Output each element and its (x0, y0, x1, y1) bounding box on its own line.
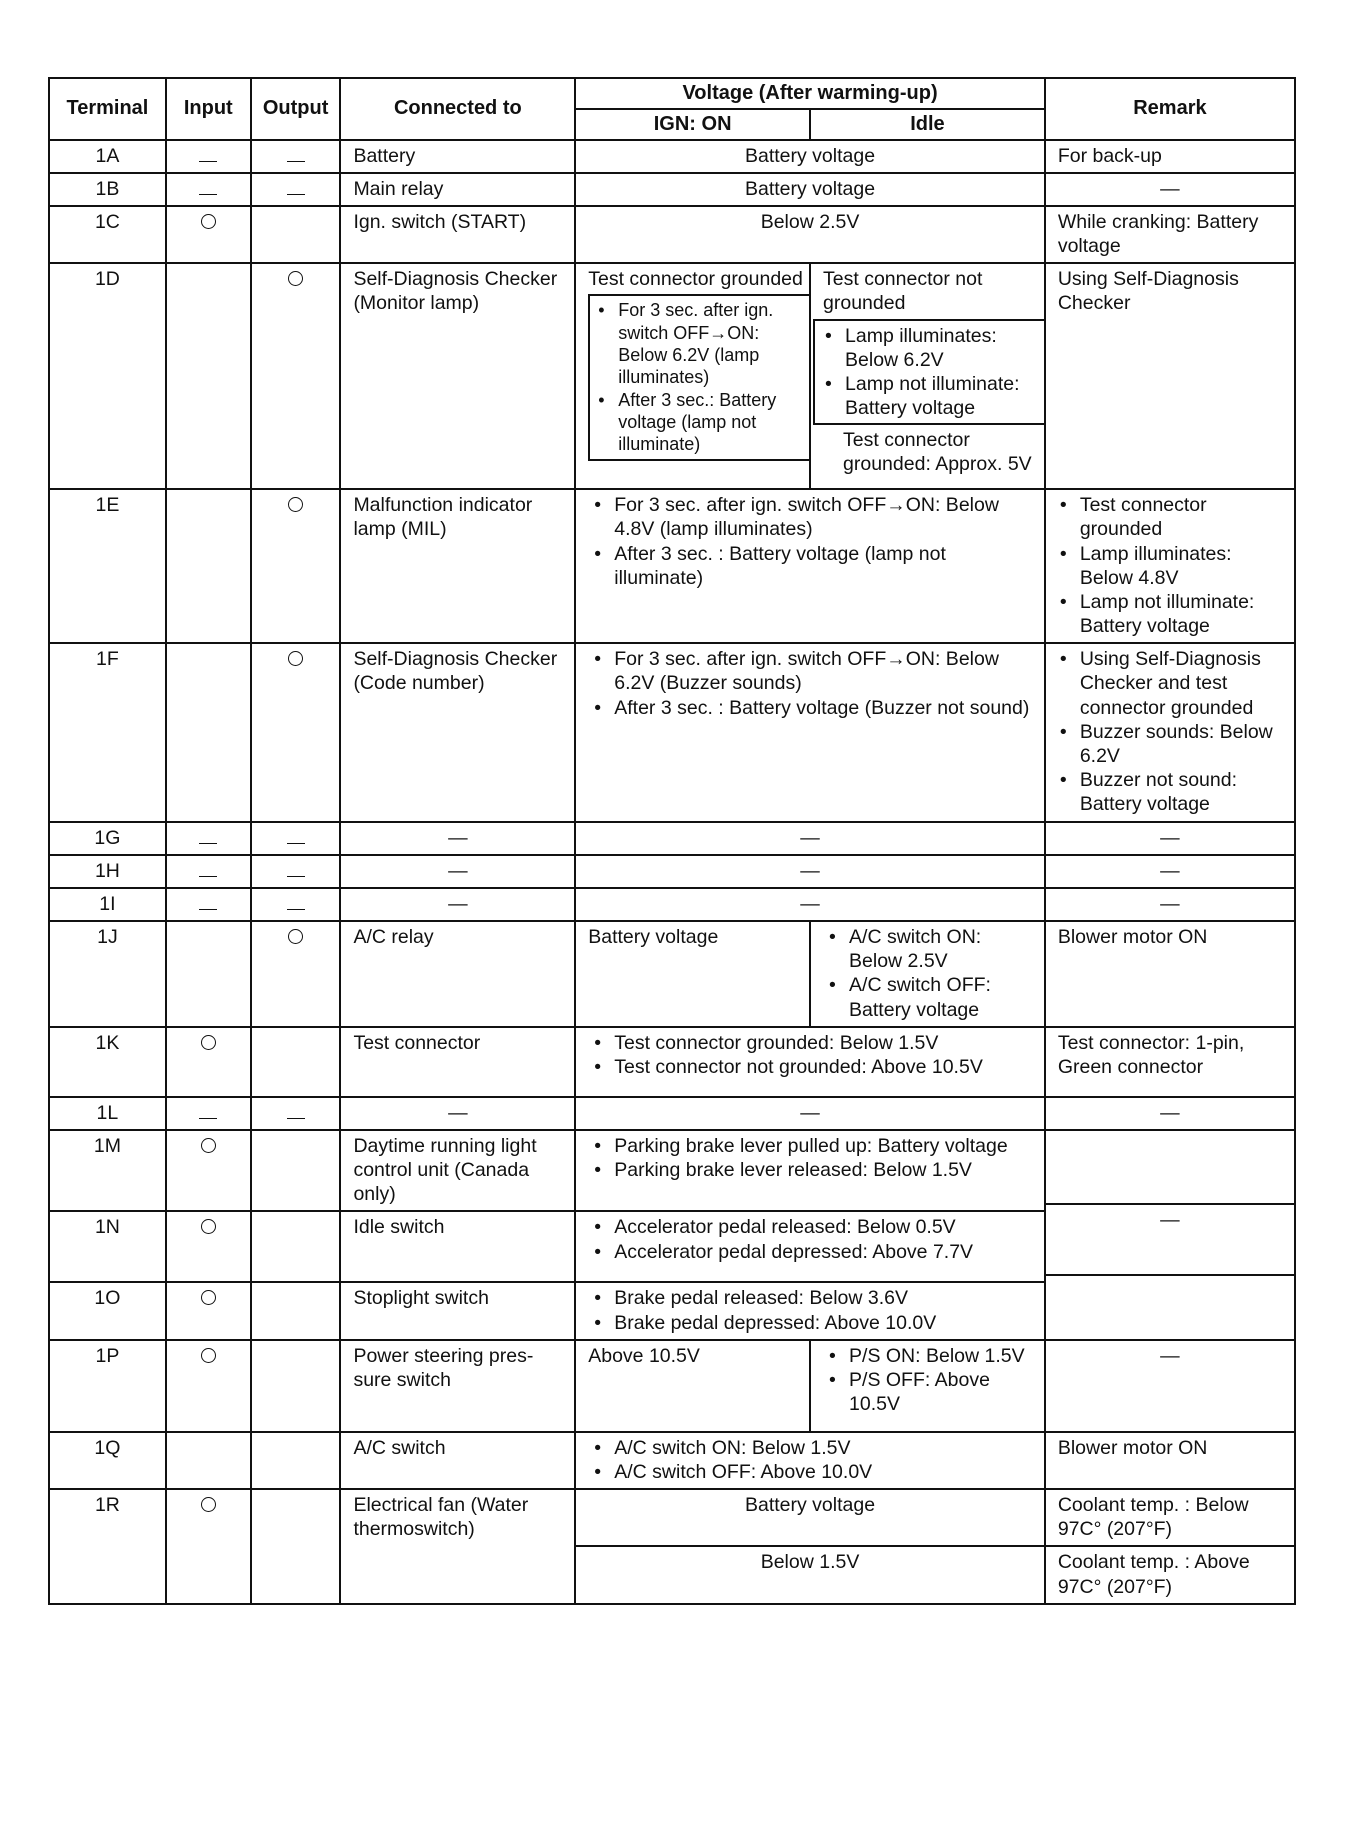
terminal-cell: 1D (49, 263, 166, 489)
input-cell (166, 1097, 251, 1130)
dash-mark (287, 843, 305, 844)
input-cell (166, 1432, 251, 1489)
remark-cell: — (1045, 855, 1295, 888)
table-row (49, 855, 1295, 888)
list-item: • A/C switch OFF: Battery voltage (849, 973, 1038, 1021)
voltage-cell: — (575, 822, 1045, 855)
table-row (49, 1130, 1295, 1212)
list-item: • Using Self-Diagnosis Checker and test connector grounded (1080, 647, 1288, 720)
input-cell (166, 888, 251, 921)
connected-cell: Electrical fan (Water thermoswitch) (340, 1489, 575, 1604)
output-cell (251, 822, 341, 855)
remark-cell (1045, 489, 1295, 643)
input-cell (166, 822, 251, 855)
terminal-cell: 1O (49, 1282, 166, 1339)
list-item: • Lamp not illuminate: Battery voltage (1080, 590, 1288, 638)
header-terminal: Terminal (49, 78, 166, 140)
input-cell (166, 1282, 251, 1339)
remark-cell: Blower motor ON (1045, 1432, 1295, 1489)
ign-bullet-list (596, 299, 803, 455)
list-item: • Parking brake lever released: Below 1.5V (614, 1158, 1038, 1182)
idle-cell (810, 1340, 1045, 1432)
table-row (49, 1489, 1295, 1546)
voltage-cell (575, 1432, 1045, 1489)
idle-bullet-list (823, 925, 1038, 1022)
remark-bullet-list (1058, 493, 1288, 638)
circle-mark (201, 1290, 216, 1305)
list-item: • P/S OFF: Above 10.5V (849, 1368, 1038, 1416)
output-cell (251, 888, 341, 921)
input-cell (166, 855, 251, 888)
output-cell (251, 1097, 341, 1130)
table-row (49, 1027, 1295, 1097)
circle-mark (201, 214, 216, 229)
idle-cell (810, 921, 1045, 1027)
idle-foot: Test connector grounded: Approx. 5V (843, 429, 1032, 476)
connected-cell: Ign. switch (START) (340, 206, 575, 263)
circle-mark (201, 1348, 216, 1363)
table-row (49, 921, 1295, 1027)
output-cell (251, 1211, 341, 1282)
circle-mark (201, 1497, 216, 1512)
table-row (49, 1097, 1295, 1130)
input-cell (166, 263, 251, 489)
list-item: • Parking brake lever pulled up: Battery voltage (614, 1134, 1038, 1158)
terminal-cell: 1P (49, 1340, 166, 1432)
connected-cell: Self-Diagnosis Checker (Monitor lamp) (340, 263, 575, 489)
input-cell (166, 643, 251, 821)
table-row (49, 1432, 1295, 1489)
ign-on-cell (575, 263, 810, 489)
output-cell (251, 1340, 341, 1432)
remark-cell: For back-up (1045, 140, 1295, 173)
input-cell (166, 206, 251, 263)
output-cell (251, 206, 341, 263)
input-cell (166, 173, 251, 206)
list-item: • Accelerator pedal depressed: Above 7.7V (614, 1240, 1038, 1264)
voltage-bullet-list (588, 493, 1038, 590)
connected-cell: Daytime running light control unit (Canada only) (340, 1130, 575, 1212)
voltage-bullet-list (588, 1286, 1038, 1334)
voltage-cell: Battery voltage (575, 1489, 1045, 1546)
table-row (49, 489, 1295, 643)
remark-cell: — (1045, 888, 1295, 921)
voltage-cell: — (575, 888, 1045, 921)
output-cell (251, 173, 341, 206)
connected-cell: Idle switch (340, 1211, 575, 1282)
voltage-bullet-list (588, 1436, 1038, 1484)
terminal-cell: 1B (49, 173, 166, 206)
table-row (49, 263, 1295, 489)
dash-mark (287, 194, 305, 195)
table-row (49, 140, 1295, 173)
table-row (49, 206, 1295, 263)
table-row (49, 643, 1295, 821)
output-cell (251, 1489, 341, 1604)
ign-head: Test connector grounded (588, 268, 803, 291)
connected-cell: A/C relay (340, 921, 575, 1027)
connected-cell: Stoplight switch (340, 1282, 575, 1339)
voltage-cell: Battery voltage (575, 173, 1045, 206)
remark-cell: — (1045, 1340, 1295, 1432)
remark-cell: Blower motor ON (1045, 921, 1295, 1027)
ign-on-cell: Battery voltage (575, 921, 810, 1027)
idle-head: Test connector not grounded (823, 268, 983, 315)
header-voltage: Voltage (After warming-up) (575, 78, 1045, 109)
circle-mark (201, 1219, 216, 1234)
dash-mark (199, 876, 217, 877)
list-item: • A/C switch ON: Below 2.5V (849, 925, 1038, 973)
list-item: • For 3 sec. after ign. switch OFF→ON: Below 6.2V (lamp illuminates) (618, 299, 803, 388)
connected-cell: — (340, 1097, 575, 1130)
output-cell (251, 140, 341, 173)
terminal-cell: 1A (49, 140, 166, 173)
remark-cell: — (1045, 822, 1295, 855)
input-cell (166, 1340, 251, 1432)
dash-mark (199, 909, 217, 910)
remark-cell: Using Self-Diagnosis Checker (1045, 263, 1295, 489)
list-item: • Lamp illuminates: Below 4.8V (1080, 542, 1288, 590)
remark-cell: While cranking: Battery voltage (1045, 206, 1295, 263)
input-cell (166, 140, 251, 173)
dash-mark (199, 194, 217, 195)
terminal-cell: 1M (49, 1130, 166, 1212)
ign-on-cell: Above 10.5V (575, 1340, 810, 1432)
voltage-cell (575, 1211, 1045, 1282)
dash-mark (287, 876, 305, 877)
table-row (49, 822, 1295, 855)
circle-mark (201, 1138, 216, 1153)
header-ign-on: IGN: ON (575, 109, 810, 140)
output-cell (251, 263, 341, 489)
list-item: • A/C switch OFF: Above 10.0V (614, 1460, 1038, 1484)
input-cell (166, 921, 251, 1027)
terminal-cell: 1R (49, 1489, 166, 1604)
terminal-cell: 1C (49, 206, 166, 263)
connected-cell: Self-Diagnosis Checker (Code number) (340, 643, 575, 821)
remark-cell (1045, 1130, 1295, 1340)
list-item: • After 3 sec. : Battery voltage (lamp not illuminate) (614, 542, 1038, 590)
input-cell (166, 1489, 251, 1604)
voltage-cell (575, 1027, 1045, 1097)
terminal-cell: 1I (49, 888, 166, 921)
dash-mark (199, 161, 217, 162)
header-input: Input (166, 78, 251, 140)
list-item: • After 3 sec.: Battery voltage (lamp not illuminate) (618, 389, 803, 456)
terminal-cell: 1N (49, 1211, 166, 1282)
remark-cell: Coolant temp. : Below 97C° (207°F) (1045, 1489, 1295, 1546)
list-item: • Test connector grounded (1080, 493, 1288, 541)
voltage-bullet-list (588, 1031, 1038, 1079)
terminal-cell: 1K (49, 1027, 166, 1097)
voltage-cell: Below 2.5V (575, 206, 1045, 263)
list-item: • Lamp illuminates: Below 6.2V (845, 324, 1038, 372)
list-item: • Buzzer sounds: Below 6.2V (1080, 720, 1288, 768)
output-cell (251, 1027, 341, 1097)
remark-cell (1045, 643, 1295, 821)
terminal-cell: 1Q (49, 1432, 166, 1489)
header-output: Output (251, 78, 341, 140)
circle-mark (288, 929, 303, 944)
output-cell (251, 921, 341, 1027)
circle-mark (288, 497, 303, 512)
voltage-cell: Below 1.5V (575, 1546, 1045, 1603)
dash-mark (199, 843, 217, 844)
header-idle: Idle (810, 109, 1045, 140)
list-item: • Buzzer not sound: Battery voltage (1080, 768, 1288, 816)
circle-mark (288, 651, 303, 666)
list-item: • After 3 sec. : Battery voltage (Buzzer not sound) (614, 696, 1038, 720)
idle-bullet-list (823, 1344, 1038, 1417)
list-item: • Brake pedal released: Below 3.6V (614, 1286, 1038, 1310)
input-cell (166, 1027, 251, 1097)
terminal-cell: 1G (49, 822, 166, 855)
connected-cell: — (340, 888, 575, 921)
idle-bullet-list (821, 324, 1038, 421)
circle-mark (288, 271, 303, 286)
table-row (49, 1340, 1295, 1432)
output-cell (251, 489, 341, 643)
circle-mark (201, 1035, 216, 1050)
idle-detail-box (813, 319, 1044, 426)
list-item: • Test connector not grounded: Above 10.5V (614, 1055, 1038, 1079)
voltage-cell (575, 1282, 1045, 1339)
dash-mark (287, 161, 305, 162)
remark-cell: — (1045, 173, 1295, 206)
list-item: • A/C switch ON: Below 1.5V (614, 1436, 1038, 1460)
input-cell (166, 1130, 251, 1212)
voltage-bullet-list (588, 647, 1038, 720)
input-cell (166, 1211, 251, 1282)
connected-cell: Malfunction indicator lamp (MIL) (340, 489, 575, 643)
header-remark: Remark (1045, 78, 1295, 140)
table-row (49, 173, 1295, 206)
terminal-cell: 1L (49, 1097, 166, 1130)
connected-cell: — (340, 855, 575, 888)
remark-cell-1N: — (1046, 1205, 1294, 1276)
output-cell (251, 855, 341, 888)
connected-cell: Main relay (340, 173, 575, 206)
output-cell (251, 1282, 341, 1339)
voltage-bullet-list (588, 1215, 1038, 1263)
output-cell (251, 643, 341, 821)
voltage-bullet-list (588, 1134, 1038, 1182)
connected-cell: — (340, 822, 575, 855)
idle-cell (810, 263, 1045, 489)
voltage-cell (575, 643, 1045, 821)
list-item: • Brake pedal depressed: Above 10.0V (614, 1311, 1038, 1335)
connected-cell: Battery (340, 140, 575, 173)
voltage-cell (575, 1130, 1045, 1212)
voltage-cell: — (575, 855, 1045, 888)
connected-cell: Power steering pres-sure switch (340, 1340, 575, 1432)
list-item: • P/S ON: Below 1.5V (849, 1344, 1038, 1368)
ign-detail-box (588, 294, 809, 460)
connected-cell: A/C switch (340, 1432, 575, 1489)
terminal-cell: 1J (49, 921, 166, 1027)
dash-mark (287, 909, 305, 910)
output-cell (251, 1130, 341, 1212)
table-row (49, 888, 1295, 921)
dash-mark (287, 1118, 305, 1119)
remark-cell: Test connector: 1-pin, Green connector (1045, 1027, 1295, 1097)
remark-cell: Coolant temp. : Above 97C° (207°F) (1045, 1546, 1295, 1603)
terminal-cell: 1F (49, 643, 166, 821)
list-item: • Accelerator pedal released: Below 0.5V (614, 1215, 1038, 1239)
list-item: • For 3 sec. after ign. switch OFF→ON: Below 6.2V (Buzzer sounds) (614, 647, 1038, 695)
output-cell (251, 1432, 341, 1489)
terminal-voltage-table (48, 77, 1296, 1605)
list-item: • Lamp not illuminate: Battery voltage (845, 372, 1038, 420)
connected-cell: Test connector (340, 1027, 575, 1097)
remark-bullet-list (1058, 647, 1288, 816)
voltage-cell: Battery voltage (575, 140, 1045, 173)
terminal-cell: 1H (49, 855, 166, 888)
remark-cell-1M (1046, 1131, 1294, 1205)
list-item: • For 3 sec. after ign. switch OFF→ON: Below 4.8V (lamp illuminates) (614, 493, 1038, 541)
input-cell (166, 489, 251, 643)
terminal-cell: 1E (49, 489, 166, 643)
voltage-cell (575, 489, 1045, 643)
dash-mark (199, 1118, 217, 1119)
voltage-cell: — (575, 1097, 1045, 1130)
header-connected-to: Connected to (340, 78, 575, 140)
remark-cell: — (1045, 1097, 1295, 1130)
list-item: • Test connector grounded: Below 1.5V (614, 1031, 1038, 1055)
